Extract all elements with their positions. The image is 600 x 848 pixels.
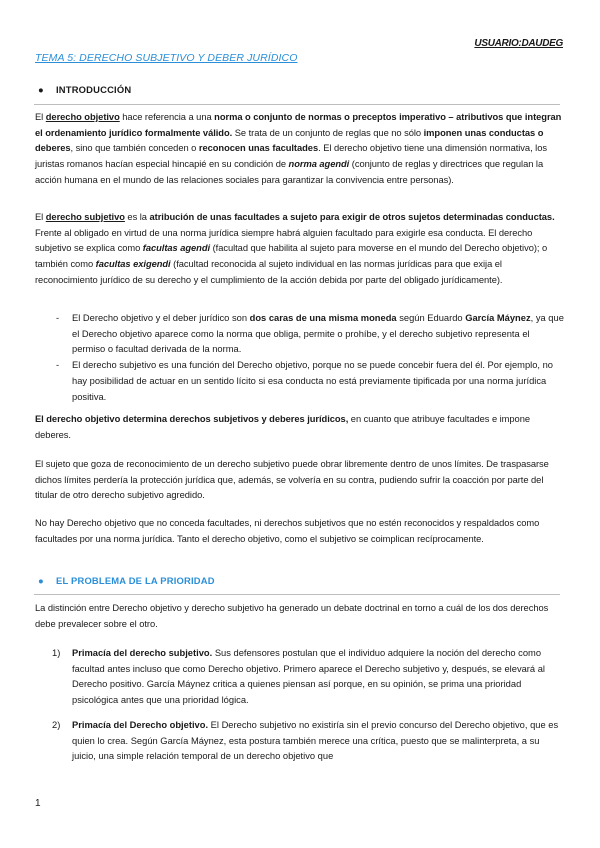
section-divider: [34, 594, 560, 595]
numbered-list: [52, 646, 564, 765]
user-label: USUARIO:DAUDEG: [474, 38, 563, 49]
section-divider: [34, 104, 560, 105]
paragraph-distincion: La distinción entre Derecho objetivo y derecho subjetivo ha generado un debate doctrinal en torno a cuál de los dos derechos debe prevalecer sobre el otro.: [35, 603, 549, 629]
list-item: - El derecho subjetivo es una función del Derecho objetivo, porque no se puede concebir fuera del él. Por ejemplo, no hay posibilidad de actuar en un sentido lícito si esa conducta no está previamente tipificada por una norma jurídica positiva.: [56, 360, 553, 402]
paragraph-coimplican: No hay Derecho objetivo que no conceda facultades, ni derechos subjetivos que no estén reconocidos y respaldados como facultades por una norma jurídica. Tanto el derecho objetivo, como el subjetivo se coimplican recíprocamente.: [35, 518, 540, 544]
list-item: 2) Primacía del Derecho objetivo. El Derecho subjetivo no existiría sin el previo concurso del Derecho objetivo, que es quien lo crea. Según García Máynez, esta postura también merece una crítica, puesto que se malinterpreta, a su juicio, una simple relación temporal de un derecho objetivo que: [52, 719, 559, 762]
paragraph-derecho-objetivo: El derecho objetivo hace referencia a una norma o conjunto de normas o preceptos imperativo – atributivos que integran el ordenamiento jurídico formalmente válido. Se trata de un conjunto de reglas que no sólo imponen unas conductas o deberes, sino que también conceden o reconocen unas facultades. El derecho objetivo tiene una dimensión normativa, los juristas romanos hacían especial hincapié en su condición de norma agendi (conjunto de reglas y directrices que regulan la acción humana en el mundo de las relaciones sociales para garantizar la convivencia entre personas).: [35, 112, 562, 185]
section-heading-problema: ● EL PROBLEMA DE LA PRIORIDAD: [38, 575, 215, 586]
list-item: - El Derecho objetivo y el deber jurídico son dos caras de una misma moneda según Eduardo García Máynez, ya que el Derecho objetivo aparece como la norma que obliga, permite o prohíbe, y el derecho subjetivo representa el permiso o facultad derivada de la norma.: [56, 313, 564, 355]
dash-list: [52, 311, 564, 405]
paragraph-determina: El derecho objetivo determina derechos subjetivos y deberes jurídicos, en cuanto que atribuye facultades e impone deberes.: [35, 414, 530, 440]
page-number: 1: [35, 798, 41, 809]
section-heading-intro: ● INTRODUCCIÓN: [38, 84, 132, 95]
page-title: TEMA 5: DERECHO SUBJETIVO Y DEBER JURÍDICO: [35, 52, 298, 64]
bullet-dot-icon: ●: [38, 575, 44, 586]
paragraph-derecho-subjetivo: El derecho subjetivo es la atribución de unas facultades a sujeto para exigir de otros sujetos determinadas conductas. Frente al obligado en virtud de una norma jurídica siempre habrá alguien facultado para exigirle esa conducta. El derecho subjetivo se explica como facultas agendi (facultad que habilita al sujeto para moverse en el mundo del Derecho objetivo); o también como facultas exigendi (facultad reconocida al sujeto individual en las normas jurídicas para que exija el reconocimiento jurídico de su derecho y el cumplimiento de la acción debida por parte del obligado jurídicamente).: [35, 212, 555, 285]
list-item: 1) Primacía del derecho subjetivo. Sus defensores postulan que el individuo adquiere la noción del derecho como facultad antes incluso que como Derecho objetivo. Primero aparece el Derecho subjetivo y, después, se elevará al Derecho positivo. García Máynez critica a quienes piensan así porque, en su opinión, se prima una prioridad psicológica antes que una prioridad lógica.: [52, 648, 545, 706]
bullet-dot-icon: ●: [38, 84, 44, 95]
paragraph-sujeto-goza: El sujeto que goza de reconocimiento de un derecho subjetivo puede obrar libremente dentro de unos límites. De traspasarse dichos límites perdería la protección jurídica que, además, se volvería en su contra, pudiendo sufrir la coacción por parte del titular de otro derecho subjetivo agredido.: [35, 459, 549, 501]
